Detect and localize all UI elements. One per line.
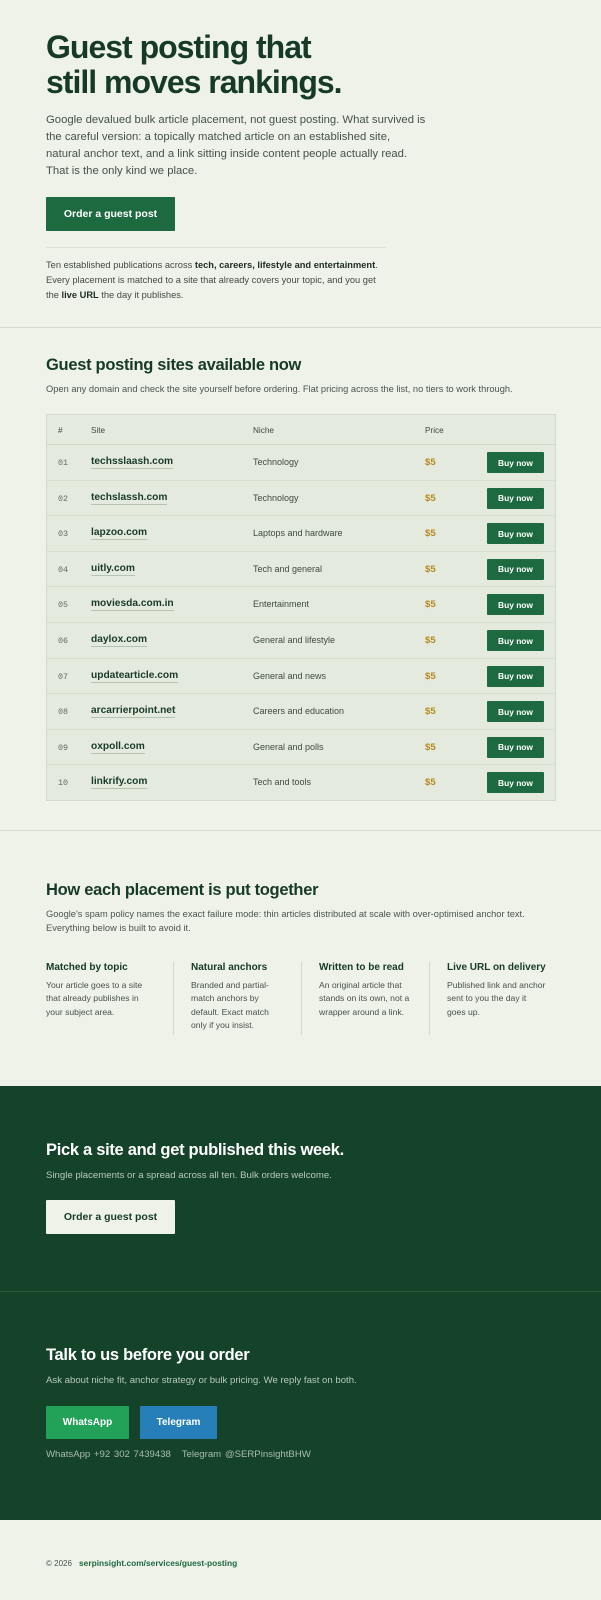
buy-now-button[interactable]: Buy now: [487, 523, 544, 544]
site-price: $5: [425, 670, 436, 682]
feature-body: Your article goes to a site that already publishes in your subject area.: [46, 980, 143, 1017]
site-price: $5: [425, 492, 436, 504]
table-row: [47, 552, 555, 588]
site-domain-link[interactable]: techsslaash.com: [91, 456, 174, 467]
row-number: 05: [58, 600, 69, 611]
site-price: $5: [425, 777, 436, 789]
buy-now-button[interactable]: Buy now: [487, 666, 544, 687]
row-number: 04: [58, 564, 69, 575]
hero-note: [46, 258, 391, 303]
table-header: [47, 415, 555, 445]
header-site: Site: [91, 426, 106, 435]
row-number: 08: [58, 707, 69, 718]
feature-body: Published link and anchor sent to you the day it goes up.: [447, 980, 546, 1017]
whatsapp-button[interactable]: WhatsApp: [46, 1406, 129, 1439]
feature-body: An original article that stands on its own, not a wrapper around a link.: [319, 980, 410, 1017]
table-row: [47, 730, 555, 766]
hero-note-live-url: live URL: [61, 290, 99, 300]
site-price: $5: [425, 635, 436, 646]
hero-note-suffix: the day it publishes.: [98, 290, 184, 300]
footer-copyright: © 2026: [46, 1559, 72, 1568]
cta-title: Pick a site and get published this week.: [46, 1141, 344, 1159]
contact-subtitle: Ask about niche fit, anchor strategy or bulk pricing. We reply fast on both.: [46, 1375, 357, 1386]
site-price: $5: [425, 563, 436, 575]
site-niche: Entertainment: [253, 599, 310, 610]
feature-divider: [301, 962, 302, 1035]
feature-divider: [429, 962, 430, 1035]
feature-written-to-be-read: [319, 962, 414, 1019]
section-divider: [0, 327, 601, 328]
header-niche: Niche: [253, 426, 274, 435]
site-price: $5: [425, 599, 436, 611]
buy-now-button[interactable]: Buy now: [487, 559, 544, 580]
table-row: [47, 587, 555, 623]
site-domain-link[interactable]: updatearticle.com: [91, 669, 179, 681]
site-niche: General and lifestyle: [253, 635, 336, 645]
section-divider: [0, 1291, 601, 1292]
feature-natural-anchors: [191, 962, 286, 1033]
feature-title: Written to be read: [319, 962, 404, 973]
hero-note-niches: tech, careers, lifestyle and entertainment: [194, 260, 376, 270]
hero-lead: Google devalued bulk article placement, not guest posting. What survived is the careful version: a topically matched article on an established site, natural anchor text, and a link sitting inside content people actually read. That is the only kind we place.: [46, 114, 426, 177]
sites-section-title: Guest posting sites available now: [46, 356, 302, 374]
page-title-line-2: still moves rankings.: [46, 64, 342, 100]
feature-title: Matched by topic: [46, 962, 128, 973]
cta-order-guest-post-button[interactable]: Order a guest post: [46, 1200, 175, 1234]
divider: [46, 247, 386, 248]
site-niche: Tech and tools: [253, 777, 312, 788]
site-price: $5: [425, 741, 436, 753]
row-number: 03: [58, 529, 69, 540]
buy-now-button[interactable]: Buy now: [487, 737, 544, 758]
row-number: 10: [58, 778, 69, 789]
section-divider: [0, 830, 601, 831]
site-price: $5: [425, 528, 436, 540]
buy-now-button[interactable]: Buy now: [487, 452, 544, 473]
order-guest-post-button[interactable]: Order a guest post: [46, 197, 175, 231]
site-domain-link[interactable]: daylox.com: [91, 634, 148, 645]
table-row: [47, 623, 555, 659]
telegram-button[interactable]: Telegram: [140, 1406, 217, 1439]
site-niche: Careers and education: [253, 706, 345, 717]
site-domain-link[interactable]: lapzoo.com: [91, 527, 148, 539]
row-number: 07: [58, 671, 69, 682]
feature-divider: [173, 962, 174, 1035]
site-domain-link[interactable]: linkrify.com: [91, 776, 148, 788]
sites-table: [46, 414, 556, 801]
page-title: [46, 30, 466, 100]
header-price: Price: [425, 426, 444, 435]
contact-details: WhatsApp +92 302 7439438 Telegram @SERPinsightBHW: [46, 1449, 311, 1460]
feature-matched-by-topic: [46, 962, 156, 1019]
process-section-title: How each placement is put together: [46, 881, 319, 899]
site-niche: Technology: [253, 457, 299, 467]
site-niche: Laptops and hardware: [253, 528, 343, 539]
page-title-line-1: Guest posting that: [46, 29, 311, 65]
table-row: [47, 659, 555, 695]
row-number: 01: [58, 458, 69, 468]
buy-now-button[interactable]: Buy now: [487, 701, 544, 722]
site-niche: Technology: [253, 492, 299, 503]
site-domain-link[interactable]: techslassh.com: [91, 491, 168, 503]
site-domain-link[interactable]: moviesda.com.in: [91, 598, 174, 610]
table-row: [47, 694, 555, 730]
feature-live-url-on-delivery: [447, 962, 547, 1019]
sites-section-subtitle: Open any domain and check the site yourself before ordering. Flat pricing across the list, no tiers to work through.: [46, 384, 513, 394]
buy-now-button[interactable]: Buy now: [487, 594, 544, 615]
table-row: [47, 445, 555, 481]
site-niche: Tech and general: [253, 563, 323, 574]
site-domain-link[interactable]: arcarrierpoint.net: [91, 705, 176, 717]
row-number: 06: [58, 636, 69, 646]
hero-note-middle: . Every placement is matched to a site that already covers your topic, and you get the: [46, 260, 378, 300]
feature-title: Live URL on delivery: [447, 962, 546, 973]
buy-now-button[interactable]: Buy now: [487, 772, 544, 793]
header-num: #: [58, 426, 63, 435]
cta-subtitle: Single placements or a spread across all ten. Bulk orders welcome.: [46, 1170, 332, 1181]
process-section-subtitle: Google's spam policy names the exact failure mode: thin articles distributed at scale with over-optimised anchor text. Everything below is built to avoid it.: [46, 909, 525, 933]
row-number: 09: [58, 742, 69, 753]
buy-now-button[interactable]: Buy now: [487, 630, 544, 651]
site-niche: General and news: [253, 670, 327, 681]
site-price: $5: [425, 457, 436, 468]
footer-link[interactable]: serpinsight.com/services/guest-posting: [79, 1558, 238, 1568]
site-domain-link[interactable]: uitly.com: [91, 562, 135, 574]
site-niche: General and polls: [253, 741, 324, 752]
hero-note-prefix: Ten established publications across: [46, 260, 195, 270]
table-row: [47, 516, 555, 552]
site-domain-link[interactable]: oxpoll.com: [91, 740, 145, 752]
table-row: [47, 481, 555, 517]
row-number: 02: [58, 493, 69, 504]
feature-title: Natural anchors: [191, 962, 268, 973]
contact-title: Talk to us before you order: [46, 1346, 250, 1364]
feature-body: Branded and partial-match anchors by default. Exact match only if you insist.: [191, 980, 269, 1031]
buy-now-button[interactable]: Buy now: [487, 488, 544, 509]
site-price: $5: [425, 706, 436, 718]
table-row: [47, 765, 555, 801]
